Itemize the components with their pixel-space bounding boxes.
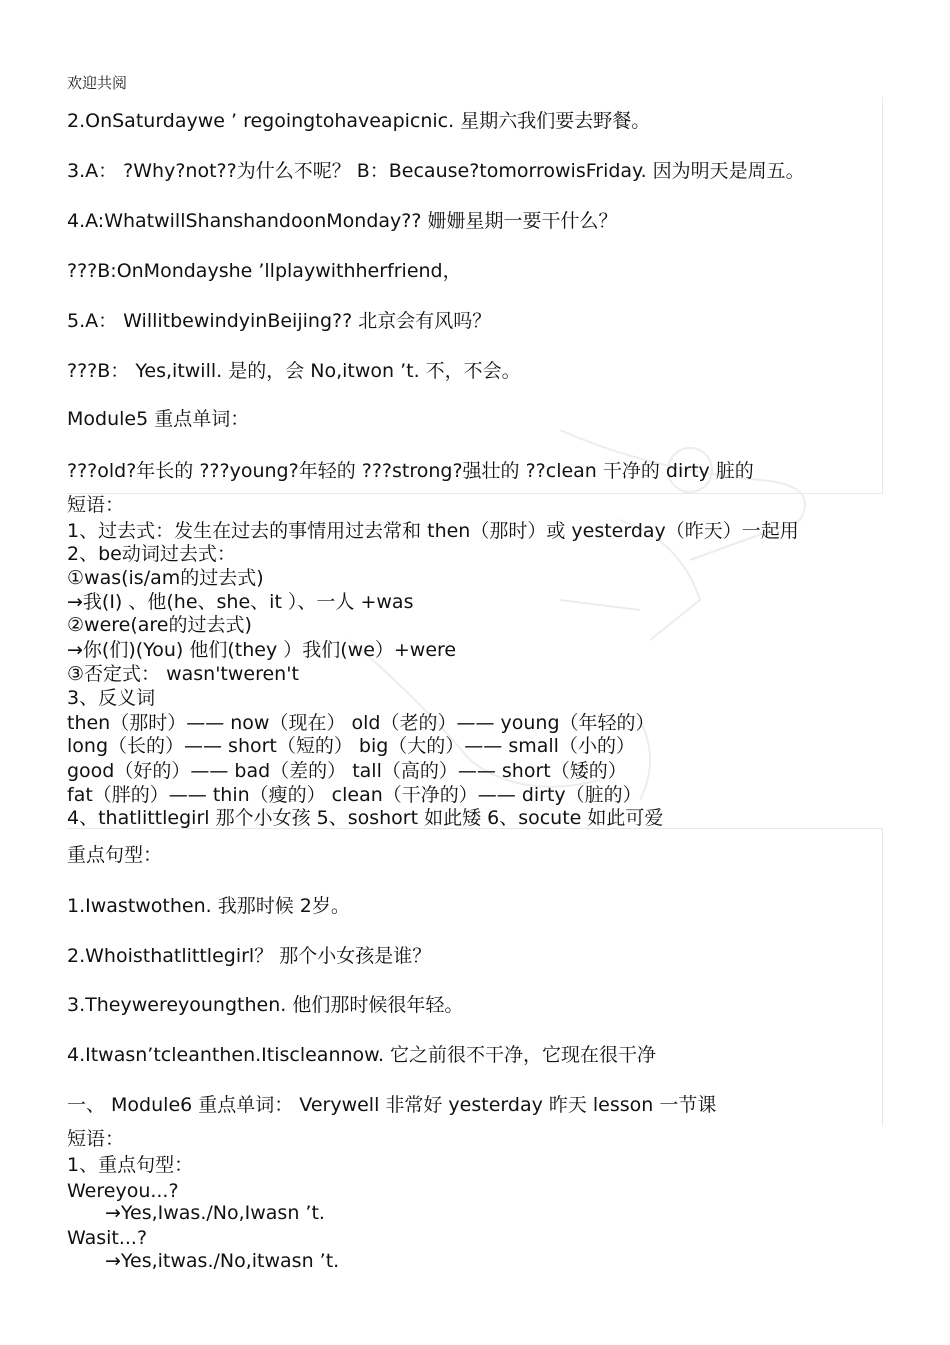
text-line-17: 3、反义词 xyxy=(67,687,156,709)
text-line-16: ③否定式： wasn'tweren't xyxy=(67,663,299,685)
text-line-24: 1.Iwastwothen. 我那时候 2岁。 xyxy=(67,895,350,917)
text-line-5: 5.A： WillitbewindyinBeijing?? 北京会有风吗？ xyxy=(67,310,492,332)
text-line-25: 2.Whoisthatlittlegirl？ 那个小女孩是谁？ xyxy=(67,945,432,967)
text-line-4: ???B:OnMondayshe ’llplaywithherfriend， xyxy=(67,260,462,282)
text-line-9: 短语： xyxy=(67,494,125,516)
text-line-11: 2、be动词过去式： xyxy=(67,543,236,565)
text-line-10: 1、过去式：发生在过去的事情用过去常和 then（那时）或 yesterday（昨天）一起用 xyxy=(67,520,799,542)
text-line-32: →Yes,Iwas./No,Iwasn ’t. xyxy=(105,1202,325,1224)
text-line-23: 重点句型： xyxy=(67,844,163,866)
page-header: 欢迎共阅 xyxy=(67,74,128,92)
text-line-20: good（好的）—— bad（差的） tall（高的）—— short（矮的） xyxy=(67,760,627,782)
text-line-18: then（那时）—— now（现在） old（老的）—— young（年轻的） xyxy=(67,712,655,734)
text-line-6: ???B： Yes,itwill. 是的，会 No,itwon ’t. 不，不会。 xyxy=(67,360,521,382)
text-line-22: 4、thatlittlegirl 那个小女孩 5、soshort 如此矮 6、socute 如此可爱 xyxy=(67,807,664,829)
text-line-3: 4.A:WhatwillShanshandoonMonday?? 姗姗星期一要干什么？ xyxy=(67,210,618,232)
text-line-2: 3.A： ?Why?not??为什么不呢？ B：Because?tomorrowisFriday. 因为明天是周五。 xyxy=(67,160,805,182)
text-line-12: ①was(is/am的过去式) xyxy=(67,567,264,589)
text-line-21: fat（胖的）—— thin（瘦的） clean（干净的）—— dirty（脏的） xyxy=(67,784,642,806)
text-line-14: ②were(are的过去式) xyxy=(67,614,252,636)
text-line-13: →我(I) 、他(he、she、it ）、一人 +was xyxy=(67,591,414,613)
text-line-26: 3.Theywereyoungthen. 他们那时候很年轻。 xyxy=(67,994,464,1016)
text-line-19: long（长的）—— short（短的） big（大的）—— small（小的） xyxy=(67,735,635,757)
text-line-27: 4.Itwasn’tcleanthen.Itiscleannow. 它之前很不干净，它现在很干净 xyxy=(67,1044,657,1066)
text-line-28: 一、 Module6 重点单词： Verywell 非常好 yesterday 昨天 lesson 一节课 xyxy=(67,1094,717,1116)
text-line-33: Wasit...? xyxy=(67,1227,148,1249)
text-line-15: →你(们)(You) 他们(they ）我们(we）+were xyxy=(67,639,457,661)
text-line-34: →Yes,itwas./No,itwasn ’t. xyxy=(105,1250,340,1272)
text-line-8: ???old?年长的 ???young?年轻的 ???strong?强壮的 ??clean 干净的 dirty 脏的 xyxy=(67,460,754,482)
text-line-1: 2.OnSaturdaywe ’ regoingtohaveapicnic. 星期六我们要去野餐。 xyxy=(67,110,651,132)
text-line-29: 短语： xyxy=(67,1128,125,1150)
text-line-7: Module5 重点单词： xyxy=(67,408,250,430)
text-line-31: Wereyou...? xyxy=(67,1180,179,1202)
text-line-30: 1、重点句型： xyxy=(67,1154,194,1176)
